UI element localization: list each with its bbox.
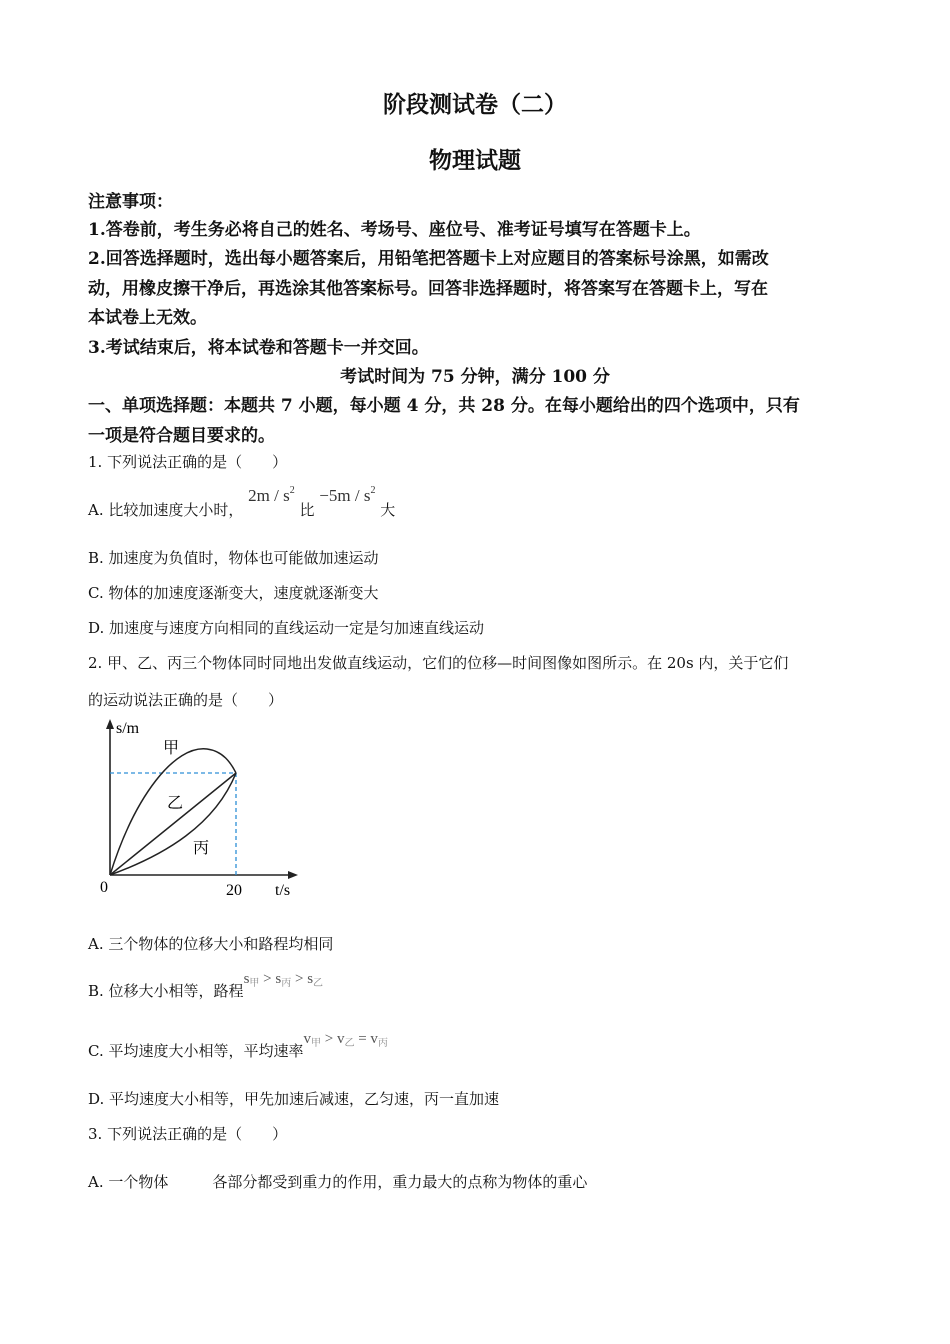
q1-option-a — [88, 485, 396, 519]
q2-option-d: D. 平均速度大小相等，甲先加速后减速，乙匀速，丙一直加速 — [88, 1090, 500, 1108]
notice-item-2-line-1: 2.回答选择题时，选出每小题答案后，用铅笔把答题卡上对应题目的答案标号涂黑，如需改 — [88, 249, 769, 269]
section-1-line-2: 一项是符合题目要求的。 — [88, 426, 275, 446]
label-jia: 甲 — [163, 738, 180, 757]
origin-label: 0 — [100, 879, 108, 896]
q1-option-b: B. 加速度为负值时，物体也可能做加速运动 — [88, 549, 379, 567]
q2-option-c-prefix: C. 平均速度大小相等，平均速率 — [88, 1042, 304, 1060]
q1-a-sq-1: 2 — [289, 485, 295, 496]
q1-option-d: D. 加速度与速度方向相同的直线运动一定是匀加速直线运动 — [88, 619, 485, 637]
q1-option-c: C. 物体的加速度逐渐变大，速度就逐渐变大 — [88, 584, 379, 602]
position-time-graph — [95, 715, 310, 905]
q2-c-v-3: v — [370, 1031, 378, 1047]
q2-b-gt-2: > — [291, 971, 308, 987]
q1-option-a-value-1 — [248, 486, 295, 505]
y-axis-arrow-icon — [106, 719, 114, 729]
label-yi: 乙 — [167, 793, 184, 812]
page-title: 阶段测试卷（二） — [383, 91, 567, 118]
q2-c-sub-3: 丙 — [377, 1038, 388, 1049]
exam-info: 考试时间为 75 分钟，满分 100 分 — [340, 367, 610, 387]
q1-option-a-mid: 比 — [299, 501, 315, 519]
q2-c-sub-2: 乙 — [344, 1038, 355, 1049]
q2-stem-line-1: 2. 甲、乙、丙三个物体同时同地出发做直线运动，它们的位移—时间图像如图所示。在 20s 内，关于它们 — [88, 654, 789, 672]
y-axis-label: s/m — [116, 720, 140, 737]
notice-heading: 注意事项： — [88, 192, 173, 212]
q2-c-sub-1: 甲 — [310, 1038, 321, 1049]
q2-b-s-1: s — [243, 971, 250, 987]
q3-option-a-part-1: A. 一个物体 — [88, 1173, 169, 1191]
q1-a-m2: −5m / s — [319, 486, 371, 505]
x-tick-20: 20 — [226, 882, 242, 899]
q2-c-gt: > — [320, 1031, 337, 1047]
q2-b-sub-1: 甲 — [249, 978, 260, 989]
q2-b-s-3: s — [307, 971, 314, 987]
q3-option-a-part-2: 各部分都受到重力的作用，重力最大的点称为物体的重心 — [212, 1173, 588, 1191]
page-subtitle: 物理试题 — [429, 147, 521, 174]
notice-item-3: 3.考试结束后，将本试卷和答题卡一并交回。 — [88, 338, 429, 358]
q1-option-a-value-2 — [319, 486, 375, 505]
notice-item-2-line-3: 本试卷上无效。 — [88, 308, 207, 328]
q2-b-sub-2: 丙 — [281, 978, 292, 989]
q2-c-eq: = — [354, 1031, 371, 1047]
q2-c-v-1: v — [303, 1031, 311, 1047]
q1-a-m1: 2m / s — [248, 486, 290, 505]
q2-option-b-prefix: B. 位移大小相等，路程 — [88, 982, 244, 1000]
q3-stem: 3. 下列说法正确的是（ ） — [88, 1125, 288, 1143]
q1-option-a-prefix: A. 比较加速度大小时， — [88, 501, 244, 519]
q3-option-a — [88, 1171, 587, 1192]
q1-option-a-suffix: 大 — [380, 501, 396, 519]
q2-b-s-2: s — [275, 971, 282, 987]
x-axis-arrow-icon — [288, 871, 298, 879]
q2-option-b-formula — [244, 971, 323, 987]
x-axis-label: t/s — [275, 882, 291, 899]
q1-stem: 1. 下列说法正确的是（ ） — [88, 453, 288, 471]
q2-b-sub-3: 乙 — [313, 978, 324, 989]
label-bing: 丙 — [193, 838, 210, 857]
q2-option-c-formula — [303, 1031, 387, 1047]
q2-option-b — [88, 967, 324, 1000]
q2-stem-line-2: 的运动说法正确的是（ ） — [88, 691, 284, 709]
notice-item-1: 1.答卷前，考生务必将自己的姓名、考场号、座位号、准考证号填写在答题卡上。 — [88, 220, 701, 240]
q2-option-a: A. 三个物体的位移大小和路程均相同 — [88, 935, 334, 953]
q2-option-c — [88, 1027, 388, 1060]
notice-item-2-line-2: 动，用橡皮擦干净后，再选涂其他答案标号。回答非选择题时，将答案写在答题卡上，写在 — [88, 279, 768, 299]
section-1-line-1: 一、单项选择题：本题共 7 小题，每小题 4 分，共 28 分。在每小题给出的四个选项中，只有 — [88, 396, 800, 416]
q1-a-sq-2: 2 — [370, 485, 376, 496]
q2-b-gt-1: > — [259, 971, 276, 987]
q2-c-v-2: v — [336, 1031, 345, 1047]
